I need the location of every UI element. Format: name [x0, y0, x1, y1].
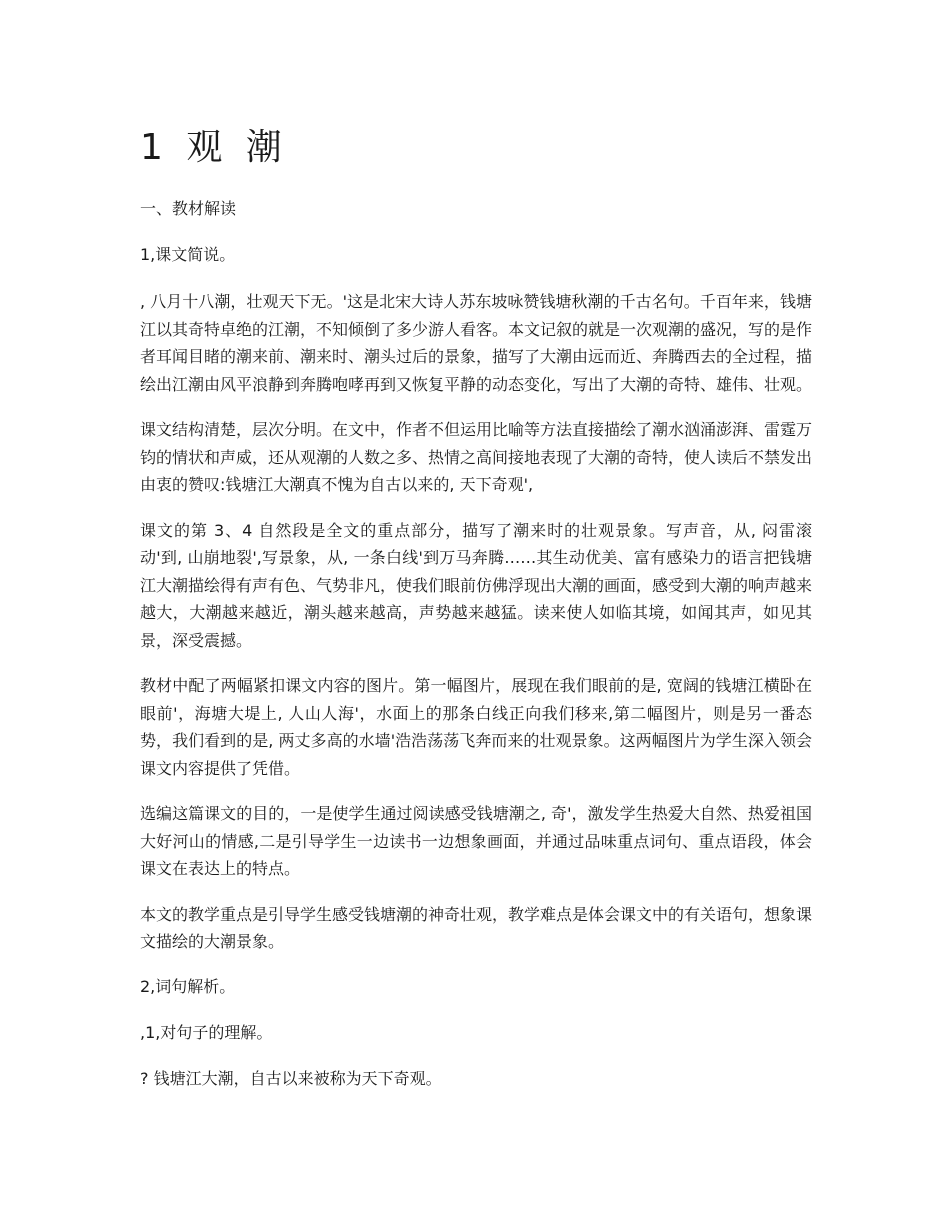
paragraph-6: 本文的教学重点是引导学生感受钱塘潮的神奇壮观，教学难点是体会课文中的有关语句，想象课文描绘的大潮景象。: [140, 904, 813, 951]
paragraph-3: 课文的第 3、4 自然段是全文的重点部分，描写了潮来时的壮观景象。写声音，从, 闷雷滚动'到, 山崩地裂',写景象，从, 一条白线'到万马奔腾……其生动优美、富有感染力的语言把钱塘江大潮描绘得有声有色、气势非凡，使我们眼前仿佛浮现出大潮的画面，感受到大潮的响声越来越大，大潮越来越近，潮头越来越高，声势越来越猛。读来使人如临其境，如闻其声，如见其景，深受震撼。: [140, 520, 813, 650]
paragraph-1: , 八月十八潮，壮观天下无。'这是北宋大诗人苏东坡咏赞钱塘秋潮的千古名句。千百年来，钱塘江以其奇特卓绝的江潮，不知倾倒了多少游人看客。本文记叙的就是一次观潮的盛况，写的是作者耳闻目睹的潮来前、潮来时、潮头过后的景象，描写了大潮由远而近、奔腾西去的全过程，描绘出江潮由风平浪静到奔腾咆哮再到又恢复平静的动态变化，写出了大潮的奇特、雄伟、壮观。: [140, 292, 813, 394]
quote-line: ? 钱塘江大潮，自古以来被称为天下奇观。: [140, 1068, 442, 1088]
document-page: [140, 124, 812, 1092]
subsection-heading-2-1: ,1,对句子的理解。: [140, 1022, 273, 1042]
section-heading: 一、教材解读: [140, 199, 237, 218]
paragraph-4: 教材中配了两幅紧扣课文内容的图片。第一幅图片，展现在我们眼前的是, 宽阔的钱塘江横卧在眼前'，海塘大堤上, 人山人海'，水面上的那条白线正向我们移来,第二幅图片，则是另一番态势，我们看到的是, 两丈多高的水墙'浩浩荡荡飞奔而来的壮观景象。这两幅图片为学生深入领会课文内容提供了凭借。: [140, 676, 812, 778]
subsection-heading-1: 1,课文简说。: [140, 245, 236, 264]
subsection-heading-2: 2,词句解析。: [140, 976, 236, 996]
document-title: 1 观 潮: [140, 127, 284, 168]
paragraph-2: 课文结构清楚，层次分明。在文中，作者不但运用比喻等方法直接描绘了潮水汹涌澎湃、雷霆万钧的情状和声威，还从观潮的人数之多、热情之高间接地表现了大潮的奇特，使人读后不禁发出由衷的赞叹:钱塘江大潮真不愧为自古以来的, 天下奇观',: [140, 420, 813, 494]
paragraph-5: 选编这篇课文的目的，一是使学生通过阅读感受钱塘潮之, 奇'，激发学生热爱大自然、热爱祖国大好河山的情感,二是引导学生一边读书一边想象画面，并通过品味重点词句、重点语段，体会课文在表达上的特点。: [140, 804, 812, 878]
